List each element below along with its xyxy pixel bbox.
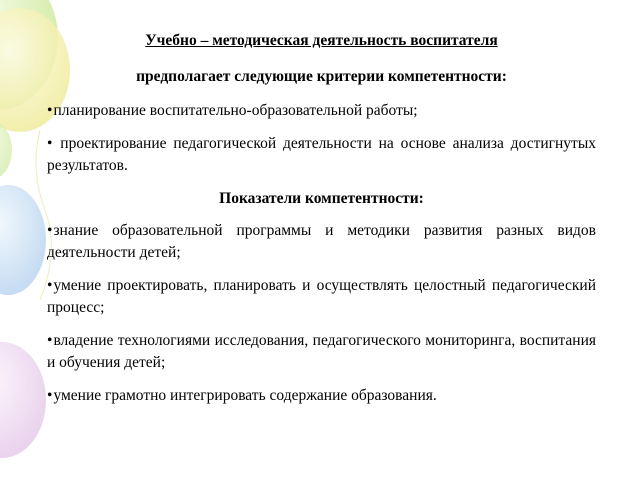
criteria-item [47, 100, 596, 122]
indicators-heading: Показатели компетентности: [219, 190, 424, 207]
title-line-1: Учебно – методическая деятельность воспитателя [145, 32, 498, 49]
bullet-icon: • [47, 332, 53, 349]
bullet-icon: • [47, 387, 53, 404]
criteria-item [47, 133, 596, 177]
title-line-2: предполагает следующие критерии компетентности: [136, 68, 507, 85]
bullet-icon: • [47, 277, 53, 294]
criteria-text: проектирование педагогической деятельности на основе анализа достигнутых результатов. [47, 135, 596, 174]
balloon-blue [0, 185, 46, 295]
indicator-item [47, 385, 596, 407]
document-body [47, 30, 596, 418]
indicator-text: знание образовательной программы и методики развития разных видов деятельности детей; [47, 222, 596, 261]
indicator-text: умение проектировать, планировать и осуществлять целостный педагогический процесс; [47, 277, 596, 316]
indicator-text: умение грамотно интегрировать содержание образования. [53, 387, 437, 404]
indicator-item [47, 275, 596, 319]
balloon-pink [0, 342, 46, 458]
indicator-item [47, 220, 596, 264]
indicator-text: владение технологиями исследования, педагогического мониторинга, воспитания и обучения детей; [47, 332, 596, 371]
bullet-icon: • [47, 135, 53, 152]
criteria-text: планирование воспитательно-образовательной работы; [53, 102, 418, 119]
indicator-item [47, 330, 596, 374]
bullet-icon: • [47, 222, 53, 239]
bullet-icon: • [47, 102, 53, 119]
